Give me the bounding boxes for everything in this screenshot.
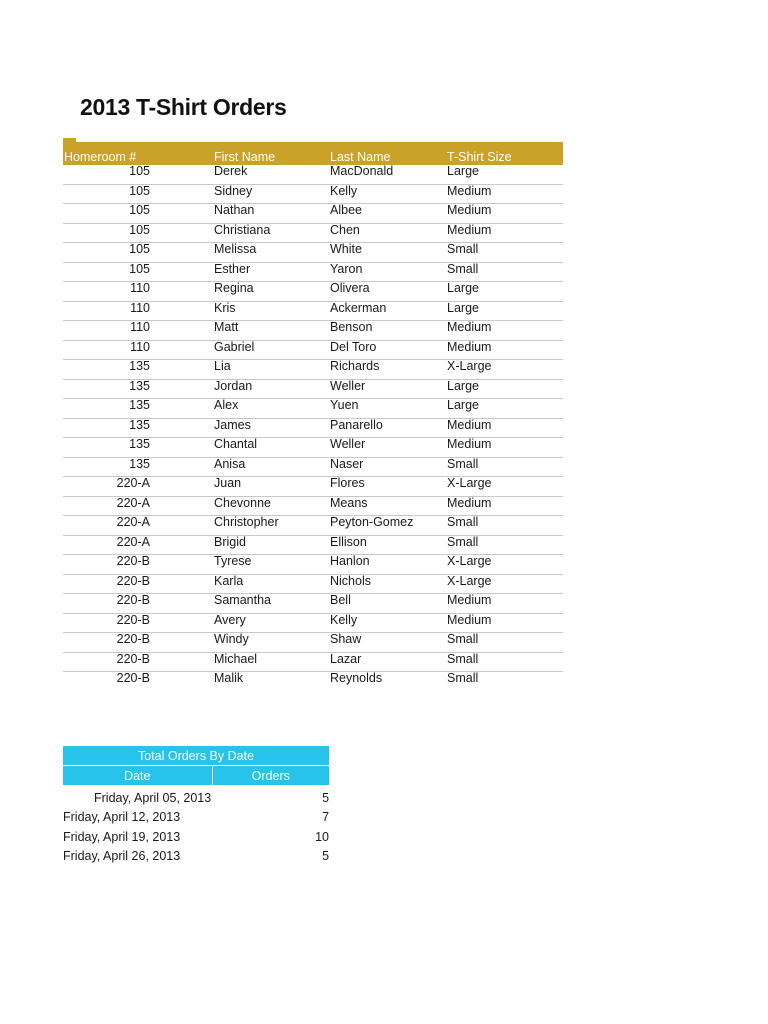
- first-name-cell[interactable]: Sidney: [214, 184, 330, 204]
- table-row: [63, 243, 563, 263]
- table-row: [63, 321, 563, 341]
- homeroom-cell[interactable]: 105: [63, 184, 214, 204]
- last-name-cell[interactable]: Lazar: [330, 652, 447, 672]
- last-name-cell[interactable]: Means: [330, 496, 447, 516]
- first-name-cell[interactable]: Gabriel: [214, 340, 330, 360]
- first-name-cell[interactable]: Kris: [214, 301, 330, 321]
- last-name-cell[interactable]: Nichols: [330, 574, 447, 594]
- first-name-cell[interactable]: Regina: [214, 282, 330, 302]
- tshirt-size-cell[interactable]: X-Large: [447, 574, 563, 594]
- orders-table-body: [63, 165, 563, 691]
- table-row: [63, 457, 563, 477]
- homeroom-cell[interactable]: 220-A: [63, 516, 214, 536]
- tshirt-size-cell[interactable]: Medium: [447, 340, 563, 360]
- tshirt-size-cell[interactable]: Large: [447, 282, 563, 302]
- summary-date-cell[interactable]: Friday, April 05, 2013: [94, 790, 212, 805]
- first-name-cell[interactable]: Esther: [214, 262, 330, 282]
- summary-banner-row: [63, 746, 329, 766]
- first-name-cell[interactable]: Samantha: [214, 594, 330, 614]
- table-row: [63, 223, 563, 243]
- last-name-cell[interactable]: White: [330, 243, 447, 263]
- tshirt-size-cell[interactable]: Large: [447, 301, 563, 321]
- table-row: [63, 805, 329, 825]
- last-name-cell[interactable]: Shaw: [330, 633, 447, 653]
- last-name-cell[interactable]: Chen: [330, 223, 447, 243]
- last-name-cell[interactable]: Yaron: [330, 262, 447, 282]
- summary-header-row: [63, 766, 329, 786]
- table-row: [63, 165, 563, 184]
- table-row: [63, 496, 563, 516]
- tshirt-size-cell[interactable]: Small: [447, 262, 563, 282]
- first-name-cell[interactable]: Christopher: [214, 516, 330, 536]
- homeroom-cell[interactable]: 220-B: [63, 633, 214, 653]
- homeroom-cell[interactable]: 135: [63, 418, 214, 438]
- tshirt-size-cell[interactable]: Small: [447, 652, 563, 672]
- header-tshirt-size[interactable]: T-Shirt Size: [447, 142, 563, 165]
- tshirt-size-cell[interactable]: Small: [447, 457, 563, 477]
- first-name-cell[interactable]: Matt: [214, 321, 330, 341]
- orders-table: [63, 142, 563, 691]
- homeroom-cell[interactable]: 110: [63, 282, 214, 302]
- tshirt-size-cell[interactable]: X-Large: [447, 477, 563, 497]
- first-name-cell[interactable]: James: [214, 418, 330, 438]
- header-first-name[interactable]: First Name: [214, 142, 330, 165]
- table-row: [63, 594, 563, 614]
- tshirt-size-cell[interactable]: Medium: [447, 223, 563, 243]
- tshirt-size-cell[interactable]: Small: [447, 535, 563, 555]
- homeroom-cell[interactable]: 105: [63, 243, 214, 263]
- table-row: [63, 399, 563, 419]
- summary-orders-cell[interactable]: 7: [322, 810, 330, 824]
- table-row: [63, 418, 563, 438]
- tshirt-size-cell[interactable]: Medium: [447, 613, 563, 633]
- summary-header-date[interactable]: Date: [63, 766, 212, 786]
- table-row: [63, 785, 329, 805]
- table-row: [63, 652, 563, 672]
- summary-date-cell[interactable]: Friday, April 26, 2013: [63, 849, 181, 863]
- homeroom-cell[interactable]: 110: [63, 340, 214, 360]
- first-name-cell[interactable]: Derek: [214, 165, 330, 184]
- last-name-cell[interactable]: Ackerman: [330, 301, 447, 321]
- homeroom-cell[interactable]: 220-B: [63, 555, 214, 575]
- homeroom-cell[interactable]: 105: [63, 204, 214, 224]
- summary-banner[interactable]: Total Orders By Date: [63, 746, 329, 766]
- first-name-cell[interactable]: Windy: [214, 633, 330, 653]
- table-row: [63, 555, 563, 575]
- tshirt-size-cell[interactable]: Small: [447, 243, 563, 263]
- header-homeroom[interactable]: Homeroom #: [63, 142, 214, 165]
- summary-orders-cell[interactable]: 10: [315, 829, 330, 844]
- last-name-cell[interactable]: Reynolds: [330, 671, 383, 685]
- last-name-cell[interactable]: Peyton-Gomez: [330, 516, 447, 536]
- tshirt-size-cell[interactable]: Large: [447, 165, 563, 184]
- summary-date-cell[interactable]: Friday, April 12, 2013: [63, 810, 181, 824]
- last-name-cell[interactable]: Flores: [330, 477, 447, 497]
- first-name-cell[interactable]: Michael: [214, 652, 330, 672]
- table-row: [63, 516, 563, 536]
- homeroom-cell[interactable]: 220-A: [63, 477, 214, 497]
- homeroom-cell[interactable]: 220-B: [63, 652, 214, 672]
- table-row: [63, 301, 563, 321]
- first-name-cell[interactable]: Karla: [214, 574, 330, 594]
- tshirt-size-cell[interactable]: Small: [447, 671, 479, 685]
- first-name-cell[interactable]: Chantal: [214, 438, 330, 458]
- homeroom-cell[interactable]: 110: [63, 301, 214, 321]
- first-name-cell[interactable]: Christiana: [214, 223, 330, 243]
- tshirt-size-cell[interactable]: Medium: [447, 184, 563, 204]
- table-row: [63, 438, 563, 458]
- table-row: [63, 477, 563, 497]
- first-name-cell[interactable]: Juan: [214, 477, 330, 497]
- table-row: [63, 633, 563, 653]
- homeroom-cell[interactable]: 135: [63, 379, 214, 399]
- first-name-cell[interactable]: Alex: [214, 399, 330, 419]
- last-name-cell[interactable]: Yuen: [330, 399, 447, 419]
- last-name-cell[interactable]: Panarello: [330, 418, 447, 438]
- homeroom-cell[interactable]: 105: [63, 165, 214, 184]
- tshirt-size-cell[interactable]: Small: [447, 516, 563, 536]
- first-name-cell[interactable]: Jordan: [214, 379, 330, 399]
- summary-orders-cell[interactable]: 5: [322, 790, 330, 805]
- table-row: [63, 535, 563, 555]
- homeroom-cell[interactable]: 105: [63, 223, 214, 243]
- homeroom-cell[interactable]: 220-A: [63, 535, 214, 555]
- last-name-cell[interactable]: Hanlon: [330, 555, 447, 575]
- homeroom-cell[interactable]: 220-B: [63, 574, 214, 594]
- first-name-cell[interactable]: Lia: [214, 360, 330, 380]
- tshirt-size-cell[interactable]: Large: [447, 379, 563, 399]
- table-row: [63, 824, 329, 844]
- tshirt-size-cell[interactable]: Medium: [447, 496, 563, 516]
- table-row: [63, 379, 563, 399]
- tshirt-size-cell[interactable]: Medium: [447, 594, 563, 614]
- tshirt-size-cell[interactable]: X-Large: [447, 555, 563, 575]
- first-name-cell[interactable]: Melissa: [214, 243, 330, 263]
- homeroom-cell[interactable]: 135: [63, 360, 214, 380]
- homeroom-cell[interactable]: 135: [63, 399, 214, 419]
- last-name-cell[interactable]: Ellison: [330, 535, 447, 555]
- homeroom-cell[interactable]: 135: [63, 457, 214, 477]
- summary-header-orders[interactable]: Orders: [212, 766, 329, 786]
- tshirt-size-cell[interactable]: Medium: [447, 418, 563, 438]
- last-name-cell[interactable]: Del Toro: [330, 340, 447, 360]
- table-row: [63, 574, 563, 594]
- first-name-cell[interactable]: Nathan: [214, 204, 330, 224]
- table-row: [63, 204, 563, 224]
- last-name-cell[interactable]: Weller: [330, 438, 447, 458]
- orders-header-row: [63, 142, 563, 165]
- tshirt-size-cell[interactable]: Small: [447, 633, 563, 653]
- tshirt-size-cell[interactable]: Large: [447, 399, 563, 419]
- first-name-cell[interactable]: Chevonne: [214, 496, 330, 516]
- orders-by-date-table: [63, 746, 329, 863]
- last-name-cell[interactable]: Weller: [330, 379, 447, 399]
- summary-orders-cell[interactable]: 5: [322, 849, 330, 863]
- header-last-name[interactable]: Last Name: [330, 142, 447, 165]
- summary-date-cell[interactable]: Friday, April 19, 2013: [63, 829, 181, 844]
- table-row: [63, 340, 563, 360]
- first-name-cell[interactable]: Brigid: [214, 535, 330, 555]
- last-name-cell[interactable]: Richards: [330, 360, 447, 380]
- table-row: [63, 844, 329, 864]
- last-name-cell[interactable]: MacDonald: [330, 165, 447, 184]
- tshirt-size-cell[interactable]: Medium: [447, 204, 563, 224]
- homeroom-cell[interactable]: 220-B: [63, 594, 214, 614]
- first-name-cell[interactable]: Avery: [214, 613, 330, 633]
- table-row: [63, 672, 563, 691]
- last-name-cell[interactable]: Albee: [330, 204, 447, 224]
- homeroom-cell[interactable]: 110: [63, 321, 214, 341]
- table-row: [63, 282, 563, 302]
- last-name-cell[interactable]: Kelly: [330, 613, 447, 633]
- last-name-cell[interactable]: Naser: [330, 457, 447, 477]
- homeroom-cell[interactable]: 220-B: [116, 671, 150, 685]
- first-name-cell[interactable]: Malik: [214, 671, 244, 685]
- table-row: [63, 360, 563, 380]
- homeroom-cell[interactable]: 220-A: [63, 496, 214, 516]
- last-name-cell[interactable]: Benson: [330, 321, 447, 341]
- homeroom-cell[interactable]: 220-B: [63, 613, 214, 633]
- tshirt-size-cell[interactable]: X-Large: [447, 360, 563, 380]
- last-name-cell[interactable]: Kelly: [330, 184, 447, 204]
- table-row: [63, 262, 563, 282]
- last-name-cell[interactable]: Bell: [330, 594, 447, 614]
- last-name-cell[interactable]: Olivera: [330, 282, 447, 302]
- homeroom-cell[interactable]: 105: [63, 262, 214, 282]
- homeroom-cell[interactable]: 135: [63, 438, 214, 458]
- table-row: [63, 613, 563, 633]
- tshirt-size-cell[interactable]: Medium: [447, 438, 563, 458]
- tshirt-size-cell[interactable]: Medium: [447, 321, 563, 341]
- first-name-cell[interactable]: Tyrese: [214, 555, 330, 575]
- page-title: 2013 T-Shirt Orders: [80, 94, 287, 120]
- first-name-cell[interactable]: Anisa: [214, 457, 330, 477]
- table-row: [63, 184, 563, 204]
